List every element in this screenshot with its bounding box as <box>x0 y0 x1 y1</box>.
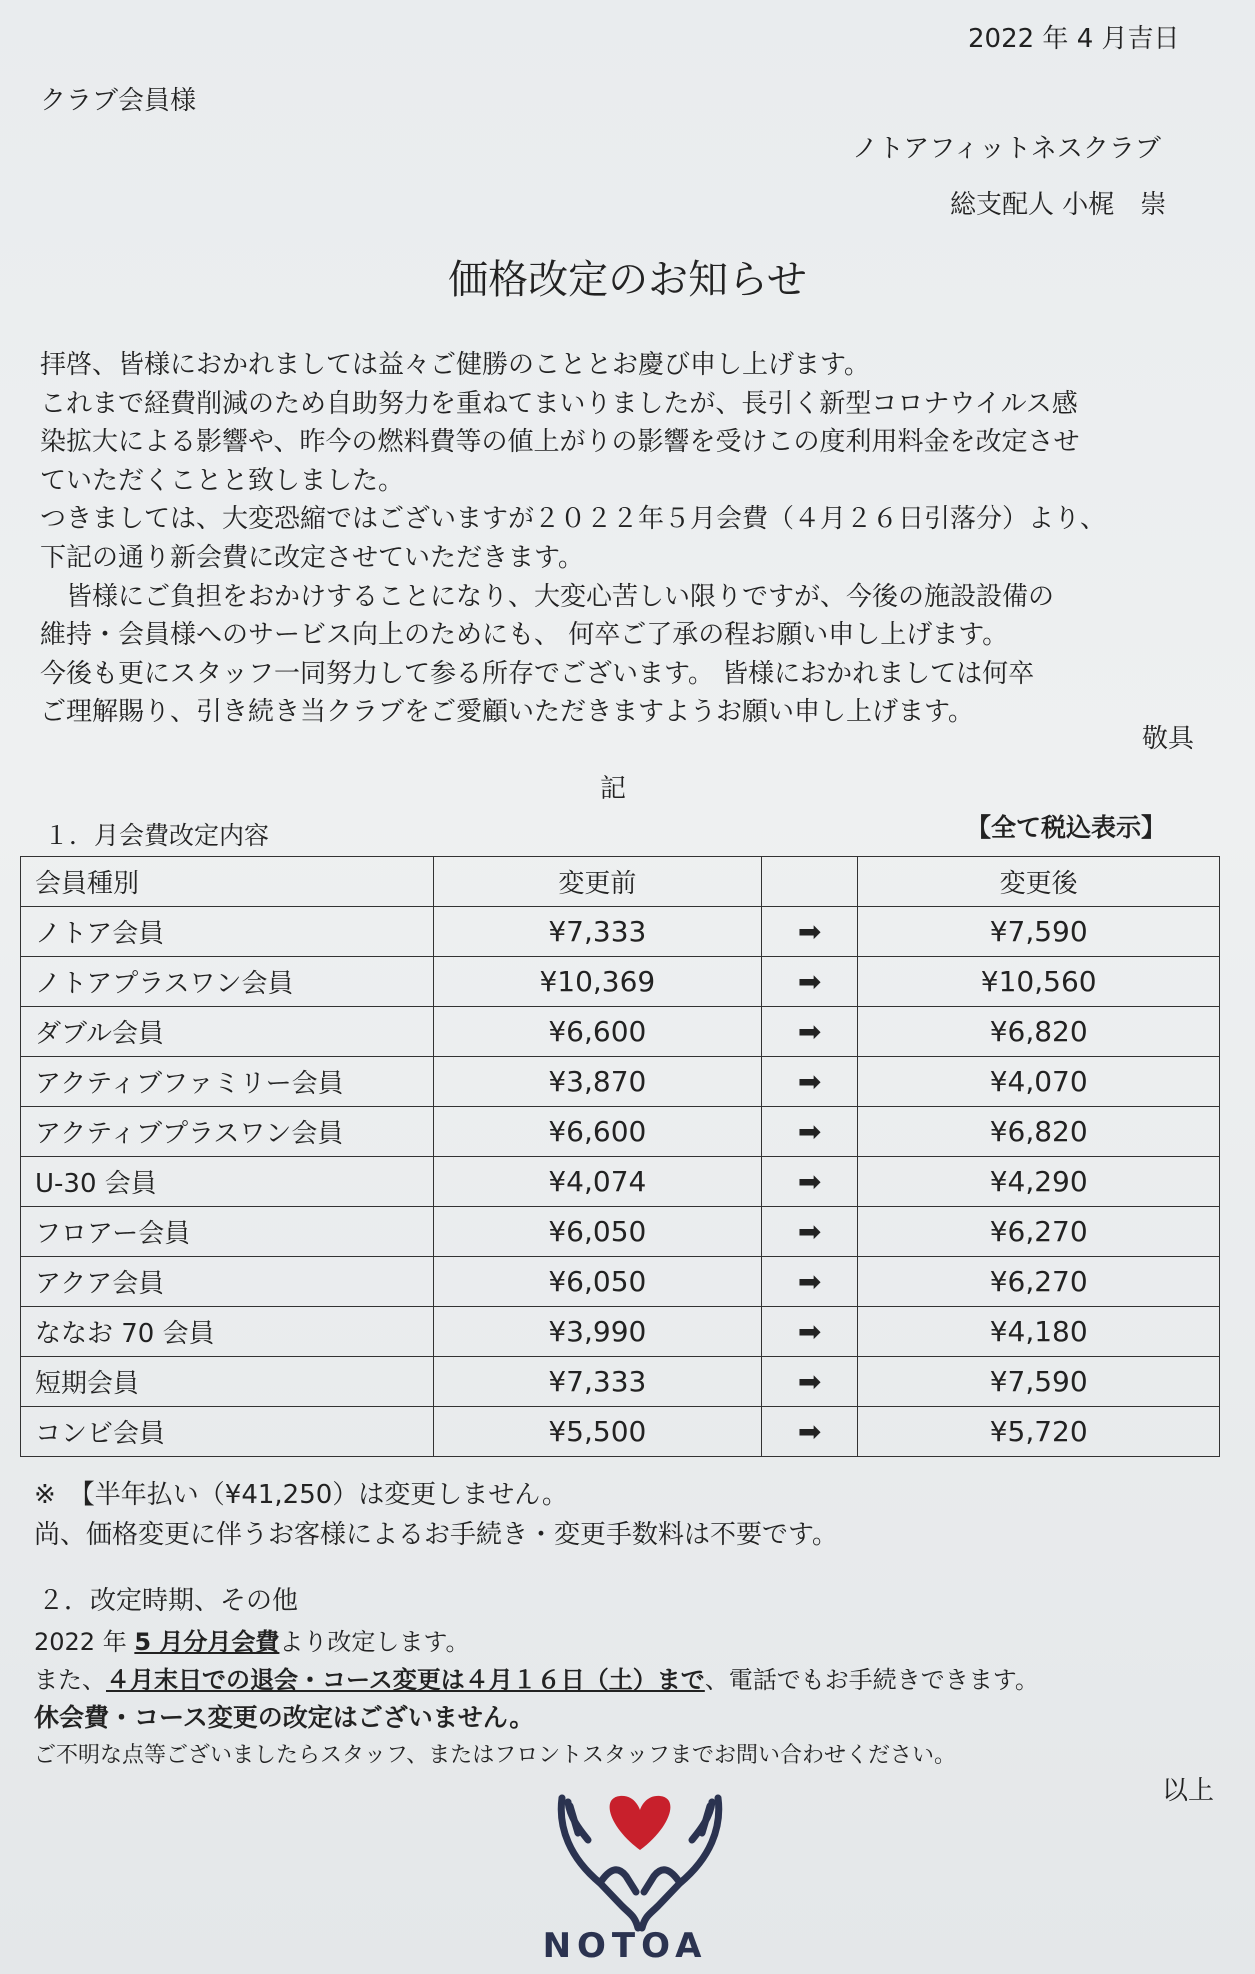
table-header-row <box>21 857 1220 907</box>
arrow-right-icon: ➡ <box>761 1007 858 1057</box>
body-line: ご理解賜り、引き続き当クラブをご愛顧いただきますようお願い申し上げます。 <box>40 697 974 728</box>
arrow-right-icon: ➡ <box>761 957 858 1007</box>
arrow-right-icon: ➡ <box>761 1107 858 1157</box>
table-row <box>21 1257 1220 1307</box>
table-row <box>21 1307 1220 1357</box>
table-row <box>21 1007 1220 1057</box>
deadline-prefix: また、 <box>34 1666 106 1694</box>
body-line: 拝啓、皆様におかれましては益々ご健勝のこととお慶び申し上げます。 <box>40 350 870 380</box>
header-arrow <box>761 857 858 907</box>
body-line: ていただくことと致しました。 <box>40 465 405 496</box>
member-type: アクア会員 <box>21 1257 434 1307</box>
arrow-right-icon: ➡ <box>761 1307 858 1357</box>
suspension-note: 休会費・コース変更の改定はございません。 <box>34 1703 535 1732</box>
half-year-note: ※ 【半年払い（¥41,250）は変更しません。 <box>34 1480 568 1510</box>
closing-ijou: 以上 <box>1162 1776 1215 1806</box>
member-type: アクティブプラスワン会員 <box>21 1107 434 1157</box>
deadline-suffix: 、電話でもお手続きできます。 <box>704 1666 1039 1694</box>
arrow-right-icon: ➡ <box>761 1057 858 1107</box>
revision-month: 5 月分月会費 <box>134 1628 280 1656</box>
member-type: ノトア会員 <box>21 907 434 957</box>
sender-organization: ノトアフィットネスクラブ <box>852 134 1161 164</box>
revision-suffix: より改定します。 <box>279 1628 470 1656</box>
table-row <box>21 907 1220 957</box>
sender-person: 総支配人 小梶 崇 <box>950 190 1167 220</box>
price-after: ¥7,590 <box>858 1357 1220 1407</box>
revision-year: 2022 年 <box>34 1628 127 1656</box>
fee-note: 尚、価格変更に伴うお客様によるお手続き・変更手数料は不要です。 <box>34 1520 838 1550</box>
section1-heading: １．月会費改定内容 <box>44 821 270 850</box>
price-before: ¥6,600 <box>433 1107 761 1157</box>
table-row <box>21 1157 1220 1207</box>
price-after: ¥4,070 <box>858 1057 1220 1107</box>
letter-body <box>40 346 1106 732</box>
body-line: つきましては、大変恐縮ではございますが２０２２年５月会費（４月２６日引落分）より、 <box>40 504 1107 535</box>
price-before: ¥10,369 <box>433 957 761 1007</box>
member-type: 短期会員 <box>21 1357 434 1407</box>
cancellation-deadline <box>34 1660 1039 1695</box>
price-after: ¥6,270 <box>858 1257 1220 1307</box>
member-type: ななお 70 会員 <box>21 1307 434 1357</box>
table-row <box>21 957 1220 1007</box>
member-type: フロアー会員 <box>21 1207 434 1257</box>
table-row <box>21 1357 1220 1407</box>
price-after: ¥4,290 <box>858 1157 1220 1207</box>
table-row <box>21 1107 1220 1157</box>
price-before: ¥3,870 <box>433 1057 761 1107</box>
member-type: アクティブファミリー会員 <box>21 1057 434 1107</box>
price-after: ¥6,820 <box>858 1007 1220 1057</box>
price-before: ¥7,333 <box>433 907 761 957</box>
section2-heading: ２．改定時期、その他 <box>38 1586 299 1616</box>
ki-marker: 記 <box>600 774 627 804</box>
header-type: 会員種別 <box>21 857 434 907</box>
price-before: ¥7,333 <box>433 1357 761 1407</box>
recipient: クラブ会員様 <box>40 86 197 116</box>
document-date: 2022 年 4 月吉日 <box>968 24 1180 54</box>
table-row <box>21 1057 1220 1107</box>
body-line: 皆様にご負担をおかけすることになり、大変心苦しい限りですが、今後の施設設備の <box>40 581 1055 612</box>
header-before: 変更前 <box>433 857 761 907</box>
revision-timing <box>34 1622 470 1657</box>
arrow-right-icon: ➡ <box>761 1407 858 1457</box>
member-type: U-30 会員 <box>21 1157 434 1207</box>
body-line: 維持・会員様へのサービス向上のためにも、 何卒ご了承の程お願い申し上げます。 <box>40 620 1009 651</box>
price-after: ¥7,590 <box>858 907 1220 957</box>
arrow-right-icon: ➡ <box>761 1257 858 1307</box>
member-type: コンビ会員 <box>21 1407 434 1457</box>
brand-wordmark: NOTOA <box>542 1926 708 1966</box>
body-line: 染拡大による影響や、昨今の燃料費等の値上がりの影響を受けこの度利用料金を改定させ <box>40 427 1080 458</box>
heart-hands-icon <box>540 1788 740 1938</box>
price-before: ¥6,050 <box>433 1257 761 1307</box>
table-row <box>21 1407 1220 1457</box>
price-after: ¥6,270 <box>858 1207 1220 1257</box>
price-after: ¥10,560 <box>858 957 1220 1007</box>
price-after: ¥5,720 <box>858 1407 1220 1457</box>
closing-keigu: 敬具 <box>1142 724 1195 754</box>
arrow-right-icon: ➡ <box>761 1157 858 1207</box>
deadline-text: ４月末日での退会・コース変更は４月１６日（土）まで <box>106 1666 705 1694</box>
fee-table <box>20 856 1220 1457</box>
page-title: 価格改定のお知らせ <box>448 257 807 303</box>
contact-note: ご不明な点等ございましたらスタッフ、またはフロントスタッフまでお問い合わせください。 <box>34 1743 957 1768</box>
price-after: ¥4,180 <box>858 1307 1220 1357</box>
price-before: ¥6,600 <box>433 1007 761 1057</box>
price-after: ¥6,820 <box>858 1107 1220 1157</box>
body-line: これまで経費削減のため自助努力を重ねてまいりましたが、長引く新型コロナウイルス感 <box>40 388 1078 419</box>
price-before: ¥5,500 <box>433 1407 761 1457</box>
price-before: ¥4,074 <box>433 1157 761 1207</box>
table-row <box>21 1207 1220 1257</box>
member-type: ダブル会員 <box>21 1007 434 1057</box>
price-before: ¥6,050 <box>433 1207 761 1257</box>
body-line: 今後も更にスタッフ一同努力して参る所存でございます。 皆様におかれましては何卒 <box>40 658 1035 689</box>
tax-note: 【全て税込表示】 <box>966 813 1167 842</box>
body-line: 下記の通り新会費に改定させていただきます。 <box>40 542 584 573</box>
header-after: 変更後 <box>858 857 1220 907</box>
arrow-right-icon: ➡ <box>761 907 858 957</box>
arrow-right-icon: ➡ <box>761 1357 858 1407</box>
member-type: ノトアプラスワン会員 <box>21 957 434 1007</box>
arrow-right-icon: ➡ <box>761 1207 858 1257</box>
price-before: ¥3,990 <box>433 1307 761 1357</box>
